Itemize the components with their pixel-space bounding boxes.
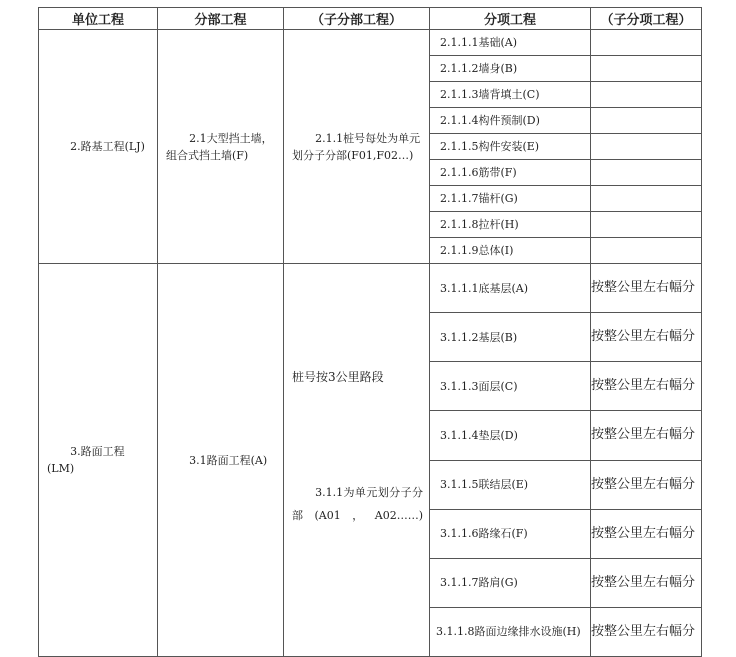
part-cell	[158, 30, 284, 264]
item-label: 2.1.1.4构件预制(D)	[440, 114, 540, 127]
table-row	[39, 30, 702, 56]
subpart-cell	[284, 30, 430, 264]
item-label: 2.1.1.2墙身(B)	[440, 62, 518, 75]
header-unit: 单位工程	[39, 8, 158, 30]
subitem-cell: 按整公里左右幅分	[591, 607, 702, 656]
subitem-cell	[591, 186, 702, 212]
subitem-cell	[591, 82, 702, 108]
item-label: 2.1.1.7锚杆(G)	[440, 192, 518, 205]
item-label: 3.1.1.6路缘石(F)	[440, 527, 528, 541]
unit-cell	[39, 264, 158, 657]
item-cell	[430, 30, 591, 56]
item-cell	[430, 460, 591, 509]
subitem-cell: 按整公里左右幅分	[591, 362, 702, 411]
item-cell	[430, 56, 591, 82]
item-cell	[430, 607, 591, 656]
item-cell	[430, 160, 591, 186]
item-cell	[430, 134, 591, 160]
header-part: 分部工程	[158, 8, 284, 30]
subitem-cell	[591, 108, 702, 134]
item-label: 2.1.1.3墙背填土(C)	[440, 88, 540, 101]
subitem-cell	[591, 238, 702, 264]
item-cell	[430, 362, 591, 411]
header-row	[39, 8, 702, 30]
subpart-label: 3.1.1为单元划分子分部(A01，A02……)	[292, 486, 423, 522]
item-label: 2.1.1.9总体(I)	[440, 244, 514, 257]
subitem-cell	[591, 160, 702, 186]
division-table	[38, 7, 702, 657]
item-label: 2.1.1.8拉杆(H)	[440, 218, 519, 231]
table-row	[39, 264, 702, 313]
item-label: 3.1.1.1底基层(A)	[440, 281, 529, 295]
item-cell	[430, 82, 591, 108]
item-label: 3.1.1.7路肩(G)	[440, 576, 518, 590]
part-label: 2.1大型挡土墙，组合式挡土墙(F)	[166, 131, 273, 162]
subpart-note: 桩号按3公里路段	[292, 370, 384, 384]
subpart-label: 2.1.1桩号每处为单元划分子分部(F01,F02…)	[292, 131, 421, 162]
item-cell	[430, 264, 591, 313]
item-label: 3.1.1.4垫层(D)	[440, 428, 518, 442]
subitem-cell: 按整公里左右幅分	[591, 411, 702, 460]
item-label: 3.1.1.5联结层(E)	[440, 478, 529, 492]
subitem-cell: 按整公里左右幅分	[591, 264, 702, 313]
subitem-cell	[591, 212, 702, 238]
subitem-cell: 按整公里左右幅分	[591, 460, 702, 509]
item-label: 3.1.1.3面层(C)	[440, 379, 518, 393]
item-cell	[430, 509, 591, 558]
item-label: 2.1.1.6筋带(F)	[440, 166, 517, 179]
item-cell	[430, 313, 591, 362]
item-label: 2.1.1.5构件安装(E)	[440, 140, 540, 153]
item-cell	[430, 212, 591, 238]
item-cell	[430, 186, 591, 212]
item-cell	[430, 411, 591, 460]
item-label: 3.1.1.2基层(B)	[440, 330, 518, 344]
subitem-cell	[591, 56, 702, 82]
item-label: 3.1.1.8路面边缘排水设施(H)	[436, 625, 581, 639]
subitem-cell: 按整公里左右幅分	[591, 509, 702, 558]
item-label: 2.1.1.1基础(A)	[440, 36, 518, 49]
item-cell	[430, 558, 591, 607]
item-cell	[430, 238, 591, 264]
item-cell	[430, 108, 591, 134]
header-subpart: （子分部工程）	[284, 8, 430, 30]
subitem-cell	[591, 134, 702, 160]
subitem-cell	[591, 30, 702, 56]
unit-label: 2.路基工程(LJ)	[70, 140, 145, 153]
unit-label: 3.路面工程(LM)	[47, 445, 125, 475]
part-label: 3.1路面工程(A)	[189, 453, 268, 467]
header-item: 分项工程	[430, 8, 591, 30]
subpart-cell	[284, 264, 430, 657]
unit-cell	[39, 30, 158, 264]
part-cell	[158, 264, 284, 657]
subitem-cell: 按整公里左右幅分	[591, 313, 702, 362]
header-subitem: （子分项工程）	[591, 8, 702, 30]
subitem-cell: 按整公里左右幅分	[591, 558, 702, 607]
